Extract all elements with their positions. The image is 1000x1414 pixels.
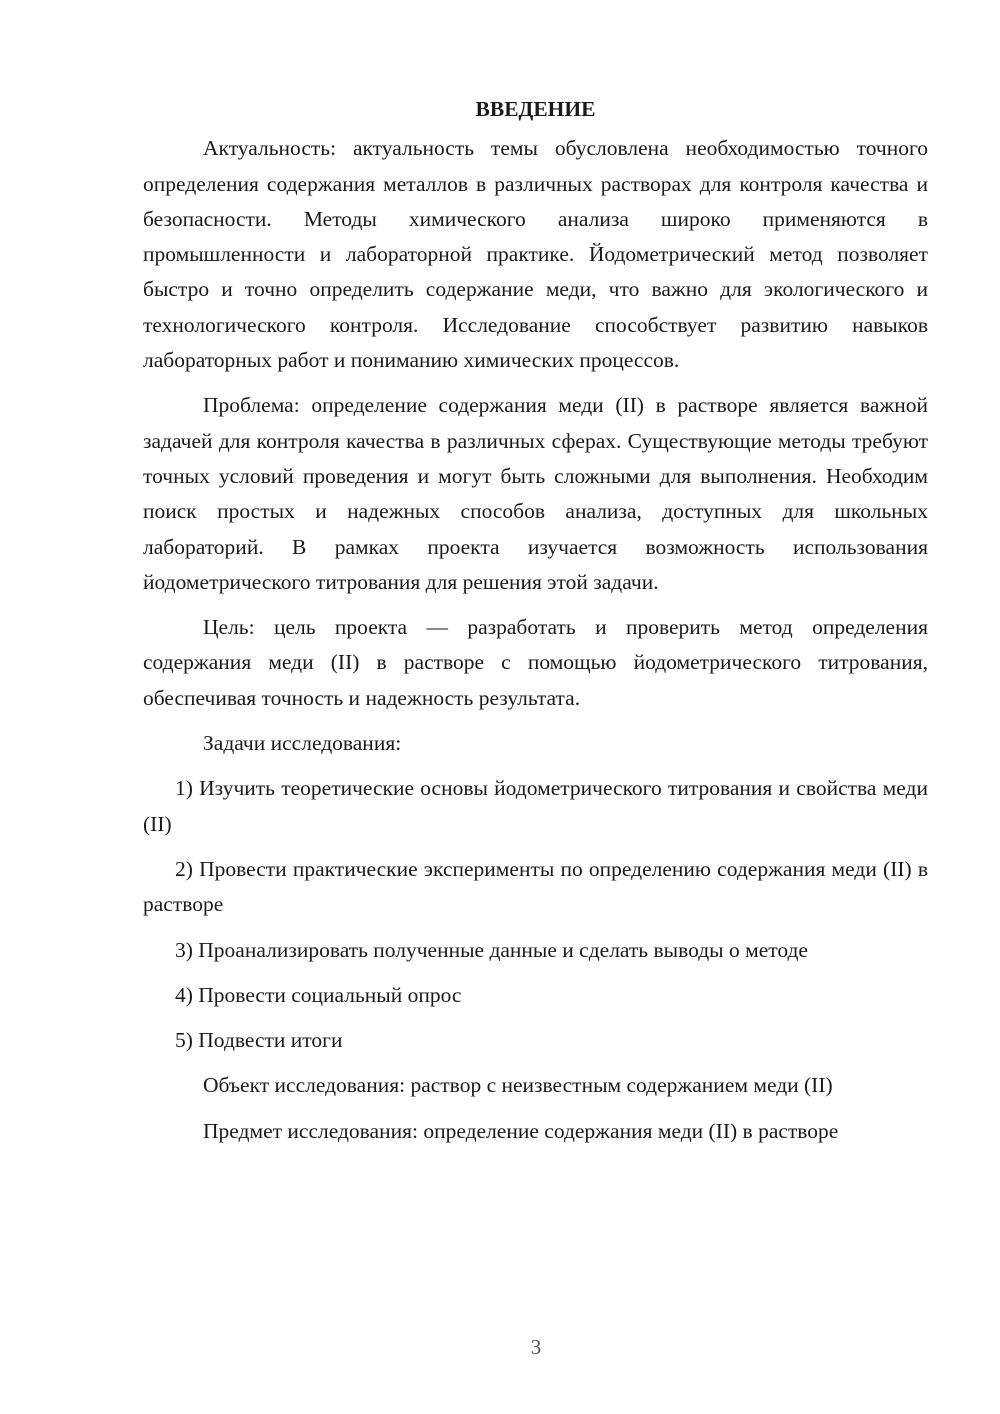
list-item: 4) Провести социальный опрос bbox=[175, 982, 462, 1007]
problem-paragraph: Проблема: определение содержания меди (II) в растворе является важной задачей для контроля качества в различных сферах. Существующие методы требуют точных условий проведения и могут быть сложными для выполнения. Необходим поиск простых и надежных способов анализа, доступных для школьных лабораторий. В рамках проекта изучается возможность использования йодометрического титрования для решения этой задачи. bbox=[143, 393, 928, 594]
goal-paragraph: Цель: цель проекта — разработать и проверить метод определения содержания меди (II) в растворе с помощью йодометрического титрования, обеспечивая точность и надежность результата. bbox=[143, 615, 928, 710]
list-item: 5) Подвести итоги bbox=[175, 1028, 343, 1053]
section-heading: ВВЕДЕНИЕ bbox=[475, 97, 596, 121]
list-item: 1) Изучить теоретические основы йодометрического титрования и свойства меди (II) bbox=[143, 776, 928, 836]
tasks-title: Задачи исследования: bbox=[203, 731, 402, 756]
tasks-list bbox=[143, 771, 928, 1058]
page-number: 3 bbox=[530, 1335, 542, 1359]
subject-paragraph: Предмет исследования: определение содержания меди (II) в растворе bbox=[203, 1118, 839, 1143]
list-item: 3) Проанализировать полученные данные и сделать выводы о методе bbox=[175, 937, 808, 962]
relevance-paragraph: Актуальность: актуальность темы обусловлена необходимостью точного определения содержания металлов в различных растворах для контроля качества и безопасности. Методы химического анализа широко применяются в промышленности и лабораторной практике. Йодометрический метод позволяет быстро и точно определить содержание меди, что важно для экологического и технологического контроля. Исследование способствует развитию навыков лабораторных работ и пониманию химических процессов. bbox=[143, 136, 928, 373]
document-page bbox=[143, 92, 928, 1159]
object-paragraph: Объект исследования: раствор с неизвестным содержанием меди (II) bbox=[203, 1073, 833, 1098]
list-item: 2) Провести практические эксперименты по определению содержания меди (II) в растворе bbox=[143, 856, 928, 917]
